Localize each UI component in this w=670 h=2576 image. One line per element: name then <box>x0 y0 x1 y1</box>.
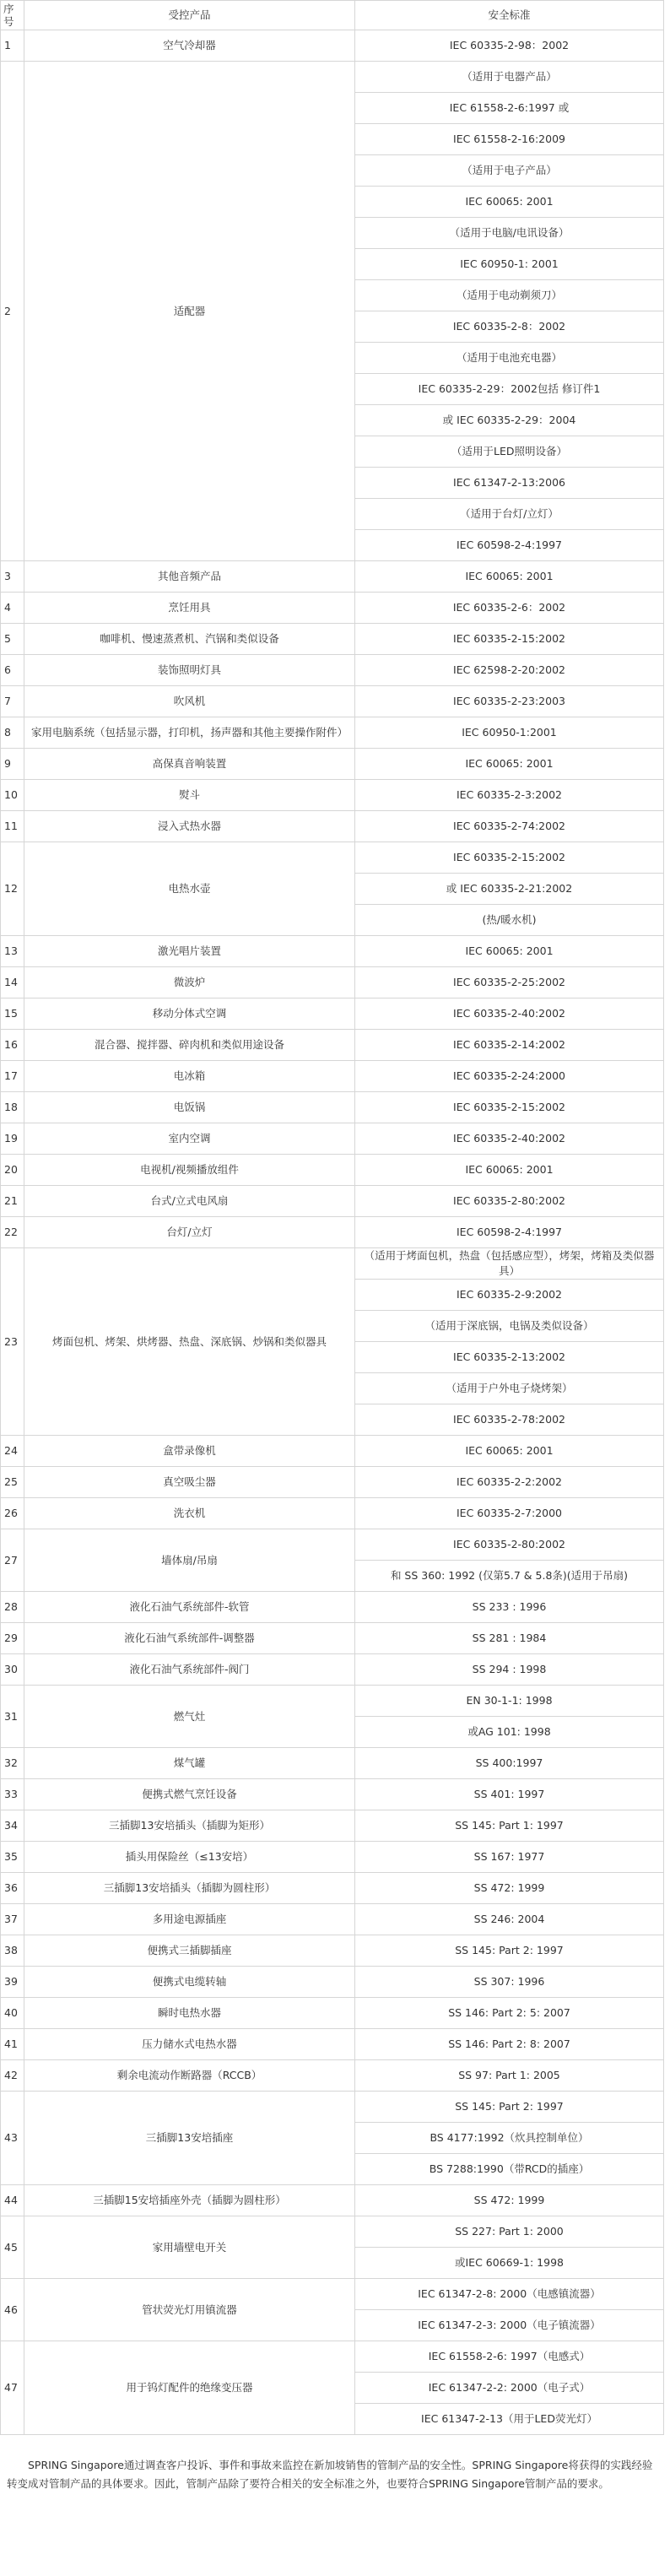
table-row <box>1 2092 664 2123</box>
table-row <box>1 1810 664 1842</box>
product-cell: 插头用保险丝（≤13安培） <box>24 1842 355 1873</box>
standard-cell: IEC 60335-2-14:2002 <box>355 1030 664 1061</box>
product-cell: 熨斗 <box>24 780 355 811</box>
standard-cell: IEC 61558-2-6: 1997（电感式） <box>355 2341 664 2373</box>
table-row <box>1 998 664 1030</box>
product-cell: 煤气罐 <box>24 1748 355 1779</box>
row-number: 23 <box>1 1248 24 1436</box>
standard-cell: IEC 60335-2-13:2002 <box>355 1342 664 1373</box>
row-number: 28 <box>1 1592 24 1623</box>
standard-cell: IEC 61347-2-13:2006 <box>355 468 664 499</box>
standard-cell: IEC 60950-1: 2001 <box>355 249 664 280</box>
row-number: 6 <box>1 655 24 686</box>
table-row <box>1 1061 664 1092</box>
table-row <box>1 780 664 811</box>
standard-cell: IEC 60335-2-29：2002包括 修订件1 <box>355 374 664 405</box>
header-no: 序号 <box>1 1 24 30</box>
table-row <box>1 936 664 967</box>
product-cell: 电视机/视频播放组件 <box>24 1155 355 1186</box>
table-row <box>1 624 664 655</box>
standard-cell: （适用于电池充电器） <box>355 343 664 374</box>
product-cell: 烹饪用具 <box>24 593 355 624</box>
standard-cell: IEC 60335-2-2:2002 <box>355 1467 664 1498</box>
product-cell: 家用电脑系统（包括显示器，打印机，扬声器和其他主要操作附件） <box>24 717 355 749</box>
row-number: 19 <box>1 1123 24 1155</box>
product-cell: 电热水壶 <box>24 842 355 936</box>
product-cell: 用于钨灯配件的绝缘变压器 <box>24 2341 355 2435</box>
standard-cell: IEC 61347-2-3: 2000（电子镇流器） <box>355 2310 664 2341</box>
standard-cell: SS 145: Part 2: 1997 <box>355 1935 664 1967</box>
standard-cell: IEC 60598-2-4:1997 <box>355 530 664 561</box>
standard-cell: IEC 60065: 2001 <box>355 561 664 593</box>
standard-cell: SS 146: Part 2: 5: 2007 <box>355 1998 664 2029</box>
row-number: 25 <box>1 1467 24 1498</box>
product-cell: 电饭锅 <box>24 1092 355 1123</box>
standard-cell: IEC 61347-2-2: 2000（电子式） <box>355 2373 664 2404</box>
header-standard: 安全标准 <box>355 1 664 30</box>
row-number: 40 <box>1 1998 24 2029</box>
product-cell: 瞬时电热水器 <box>24 1998 355 2029</box>
product-cell: 台式/立式电风扇 <box>24 1186 355 1217</box>
table-row <box>1 1873 664 1904</box>
standard-cell: 或 IEC 60335-2-29：2004 <box>355 405 664 436</box>
table-row <box>1 2216 664 2248</box>
row-number: 35 <box>1 1842 24 1873</box>
table-row <box>1 1436 664 1467</box>
standard-cell: IEC 61347-2-13（用于LED荧光灯） <box>355 2404 664 2435</box>
product-cell: 家用墙壁电开关 <box>24 2216 355 2279</box>
table-row <box>1 1592 664 1623</box>
table-row <box>1 2060 664 2092</box>
standard-cell: SS 146: Part 2: 8: 2007 <box>355 2029 664 2060</box>
row-number: 9 <box>1 749 24 780</box>
standard-cell: SS 400:1997 <box>355 1748 664 1779</box>
product-cell: 液化石油气系统部件-软管 <box>24 1592 355 1623</box>
product-cell: 三插脚15安培插座外壳（插脚为圆柱形） <box>24 2185 355 2216</box>
table-row <box>1 1686 664 1717</box>
row-number: 26 <box>1 1498 24 1529</box>
standard-cell: IEC 60335-2-24:2000 <box>355 1061 664 1092</box>
standard-cell: EN 30-1-1: 1998 <box>355 1686 664 1717</box>
row-number: 10 <box>1 780 24 811</box>
standard-cell: SS 472: 1999 <box>355 1873 664 1904</box>
product-cell: 三插脚13安培插头（插脚为矩形） <box>24 1810 355 1842</box>
table-row <box>1 1779 664 1810</box>
product-cell: 空气冷却器 <box>24 30 355 62</box>
table-row <box>1 2029 664 2060</box>
row-number: 43 <box>1 2092 24 2185</box>
product-cell: 装饰照明灯具 <box>24 655 355 686</box>
product-cell: 便携式电缆转轴 <box>24 1967 355 1998</box>
product-cell: 微波炉 <box>24 967 355 998</box>
product-cell: 盒带录像机 <box>24 1436 355 1467</box>
product-cell: 洗衣机 <box>24 1498 355 1529</box>
standard-cell: SS 145: Part 2: 1997 <box>355 2092 664 2123</box>
product-cell: 高保真音响装置 <box>24 749 355 780</box>
row-number: 38 <box>1 1935 24 1967</box>
standard-cell: （适用于电器产品） <box>355 62 664 93</box>
row-number: 41 <box>1 2029 24 2060</box>
standard-cell: SS 294 : 1998 <box>355 1654 664 1686</box>
row-number: 21 <box>1 1186 24 1217</box>
table-row <box>1 1467 664 1498</box>
standard-cell: BS 7288:1990（带RCD的插座） <box>355 2154 664 2185</box>
table-row <box>1 1623 664 1654</box>
table-row <box>1 1654 664 1686</box>
row-number: 33 <box>1 1779 24 1810</box>
row-number: 14 <box>1 967 24 998</box>
row-number: 24 <box>1 1436 24 1467</box>
product-cell: 三插脚13安培插座 <box>24 2092 355 2185</box>
product-cell: 电冰箱 <box>24 1061 355 1092</box>
standard-cell: IEC 62598-2-20:2002 <box>355 655 664 686</box>
standard-cell: IEC 60335-2-7:2000 <box>355 1498 664 1529</box>
row-number: 16 <box>1 1030 24 1061</box>
row-number: 31 <box>1 1686 24 1748</box>
standard-cell: IEC 60335-2-15:2002 <box>355 842 664 874</box>
table-row <box>1 1092 664 1123</box>
footnote: SPRING Singapore通过调查客户投诉、事件和事故来监控在新加坡销售的管制产品的安全性。SPRING Singapore将获得的实践经验转变成对管制产品的具体要求。因此，管制产品除了要符合相关的安全标准之外，也要符合SPRING Singapore管制产品的要求。 <box>7 2458 653 2490</box>
product-cell: 激光唱片装置 <box>24 936 355 967</box>
table-row <box>1 561 664 593</box>
row-number: 12 <box>1 842 24 936</box>
table-row <box>1 1248 664 1280</box>
standard-cell: IEC 60335-2-80:2002 <box>355 1186 664 1217</box>
product-cell: 液化石油气系统部件-调整器 <box>24 1623 355 1654</box>
product-cell: 便携式燃气烹饪设备 <box>24 1779 355 1810</box>
standard-cell: （适用于电动剃须刀） <box>355 280 664 311</box>
table-body <box>1 30 664 2435</box>
table-row <box>1 1217 664 1248</box>
standard-cell: SS 246: 2004 <box>355 1904 664 1935</box>
table-row <box>1 1748 664 1779</box>
standard-cell: （适用于台灯/立灯） <box>355 499 664 530</box>
table-row <box>1 2341 664 2373</box>
standard-cell: SS 145: Part 1: 1997 <box>355 1810 664 1842</box>
product-cell: 便携式三插脚插座 <box>24 1935 355 1967</box>
row-number: 36 <box>1 1873 24 1904</box>
table-row <box>1 2279 664 2310</box>
standard-cell: SS 233 : 1996 <box>355 1592 664 1623</box>
table-row <box>1 1904 664 1935</box>
standard-cell: IEC 60335-2-78:2002 <box>355 1404 664 1436</box>
table-row <box>1 967 664 998</box>
row-number: 22 <box>1 1217 24 1248</box>
standard-cell: BS 4177:1992（炊具控制单位） <box>355 2123 664 2154</box>
standard-cell: SS 227: Part 1: 2000 <box>355 2216 664 2248</box>
standard-cell: 和 SS 360: 1992 (仅第5.7 & 5.8条)(适用于吊扇) <box>355 1561 664 1592</box>
table-row <box>1 811 664 842</box>
standard-cell: 或IEC 60669-1: 1998 <box>355 2248 664 2279</box>
product-cell: 移动分体式空调 <box>24 998 355 1030</box>
standard-cell: （适用于电脑/电讯设备） <box>355 218 664 249</box>
product-cell: 管状荧光灯用镇流器 <box>24 2279 355 2341</box>
standard-cell: IEC 60335-2-25:2002 <box>355 967 664 998</box>
row-number: 2 <box>1 62 24 561</box>
table-row <box>1 686 664 717</box>
row-number: 4 <box>1 593 24 624</box>
row-number: 5 <box>1 624 24 655</box>
row-number: 7 <box>1 686 24 717</box>
standard-cell: IEC 60950-1:2001 <box>355 717 664 749</box>
table-row <box>1 1842 664 1873</box>
product-cell: 液化石油气系统部件-阀门 <box>24 1654 355 1686</box>
standard-cell: IEC 60335-2-15:2002 <box>355 624 664 655</box>
standard-cell: IEC 60065: 2001 <box>355 749 664 780</box>
product-cell: 真空吸尘器 <box>24 1467 355 1498</box>
table-row <box>1 1155 664 1186</box>
standard-cell: IEC 61347-2-8: 2000（电感镇流器） <box>355 2279 664 2310</box>
product-cell: 吹风机 <box>24 686 355 717</box>
table-row <box>1 1967 664 1998</box>
product-cell: 室内空调 <box>24 1123 355 1155</box>
standard-cell: IEC 60335-2-23:2003 <box>355 686 664 717</box>
row-number: 1 <box>1 30 24 62</box>
row-number: 13 <box>1 936 24 967</box>
product-cell: 适配器 <box>24 62 355 561</box>
product-cell: 三插脚13安培插头（插脚为圆柱形） <box>24 1873 355 1904</box>
product-cell: 烤面包机、烤架、烘烤器、热盘、深底锅、炒锅和类似器具 <box>24 1248 355 1436</box>
standard-cell: （适用于电子产品） <box>355 155 664 187</box>
row-number: 47 <box>1 2341 24 2435</box>
standard-cell: IEC 60335-2-80:2002 <box>355 1529 664 1561</box>
standard-cell: (热/暖水机) <box>355 905 664 936</box>
row-number: 3 <box>1 561 24 593</box>
product-cell: 其他音频产品 <box>24 561 355 593</box>
standard-cell: SS 472: 1999 <box>355 2185 664 2216</box>
standard-cell: IEC 60335-2-40:2002 <box>355 1123 664 1155</box>
product-cell: 墙体扇/吊扇 <box>24 1529 355 1592</box>
standard-cell: 或AG 101: 1998 <box>355 1717 664 1748</box>
row-number: 11 <box>1 811 24 842</box>
row-number: 29 <box>1 1623 24 1654</box>
table-row <box>1 1186 664 1217</box>
row-number: 42 <box>1 2060 24 2092</box>
table-row <box>1 1529 664 1561</box>
table-row <box>1 2185 664 2216</box>
row-number: 18 <box>1 1092 24 1123</box>
table-row <box>1 62 664 93</box>
standard-cell: SS 97: Part 1: 2005 <box>355 2060 664 2092</box>
standard-cell: IEC 60335-2-6：2002 <box>355 593 664 624</box>
product-cell: 浸入式热水器 <box>24 811 355 842</box>
row-number: 34 <box>1 1810 24 1842</box>
row-number: 20 <box>1 1155 24 1186</box>
standard-cell: （适用于LED照明设备） <box>355 436 664 468</box>
table-row <box>1 1030 664 1061</box>
standard-cell: IEC 60335-2-98：2002 <box>355 30 664 62</box>
standard-cell: IEC 60335-2-3:2002 <box>355 780 664 811</box>
row-number: 15 <box>1 998 24 1030</box>
row-number: 27 <box>1 1529 24 1592</box>
product-cell: 台灯/立灯 <box>24 1217 355 1248</box>
table-row <box>1 1998 664 2029</box>
table-row <box>1 1123 664 1155</box>
standard-cell: IEC 60335-2-8：2002 <box>355 311 664 343</box>
header-product: 受控产品 <box>24 1 355 30</box>
standard-cell: IEC 61558-2-6:1997 或 <box>355 93 664 124</box>
standard-cell: IEC 60335-2-40:2002 <box>355 998 664 1030</box>
standard-cell: IEC 60335-2-74:2002 <box>355 811 664 842</box>
row-number: 39 <box>1 1967 24 1998</box>
standard-cell: SS 167: 1977 <box>355 1842 664 1873</box>
standard-cell: IEC 60065: 2001 <box>355 1155 664 1186</box>
product-cell: 咖啡机、慢速蒸煮机、汽锅和类似设备 <box>24 624 355 655</box>
product-cell: 多用途电源插座 <box>24 1904 355 1935</box>
standard-cell: IEC 60065: 2001 <box>355 1436 664 1467</box>
standard-cell: IEC 60598-2-4:1997 <box>355 1217 664 1248</box>
row-number: 8 <box>1 717 24 749</box>
standard-cell: SS 281 : 1984 <box>355 1623 664 1654</box>
row-number: 17 <box>1 1061 24 1092</box>
product-cell: 剩余电流动作断路器（RCCB） <box>24 2060 355 2092</box>
row-number: 46 <box>1 2279 24 2341</box>
table-row <box>1 30 664 62</box>
product-cell: 压力储水式电热水器 <box>24 2029 355 2060</box>
standard-cell: IEC 60335-2-15:2002 <box>355 1092 664 1123</box>
standard-cell: SS 401: 1997 <box>355 1779 664 1810</box>
standard-cell: 或 IEC 60335-2-21:2002 <box>355 874 664 905</box>
table-row <box>1 842 664 874</box>
row-number: 44 <box>1 2185 24 2216</box>
row-number: 32 <box>1 1748 24 1779</box>
table-row <box>1 717 664 749</box>
standard-cell: IEC 60065: 2001 <box>355 187 664 218</box>
product-cell: 燃气灶 <box>24 1686 355 1748</box>
table-row <box>1 593 664 624</box>
standard-cell: SS 307: 1996 <box>355 1967 664 1998</box>
standard-cell: （适用于烤面包机，热盘（包括感应型），烤架，烤箱及类似器具） <box>355 1248 664 1280</box>
table-row <box>1 1935 664 1967</box>
standard-cell: IEC 61558-2-16:2009 <box>355 124 664 155</box>
table-row <box>1 655 664 686</box>
standard-cell: IEC 60065: 2001 <box>355 936 664 967</box>
row-number: 37 <box>1 1904 24 1935</box>
product-cell: 混合器、搅拌器、碎肉机和类似用途设备 <box>24 1030 355 1061</box>
row-number: 30 <box>1 1654 24 1686</box>
table-row <box>1 1498 664 1529</box>
standard-cell: （适用于深底锅，电锅及类似设备） <box>355 1311 664 1342</box>
table-row <box>1 749 664 780</box>
standard-cell: （适用于户外电子烧烤架） <box>355 1373 664 1404</box>
row-number: 45 <box>1 2216 24 2279</box>
table-header-row <box>1 1 664 30</box>
standard-cell: IEC 60335-2-9:2002 <box>355 1280 664 1311</box>
